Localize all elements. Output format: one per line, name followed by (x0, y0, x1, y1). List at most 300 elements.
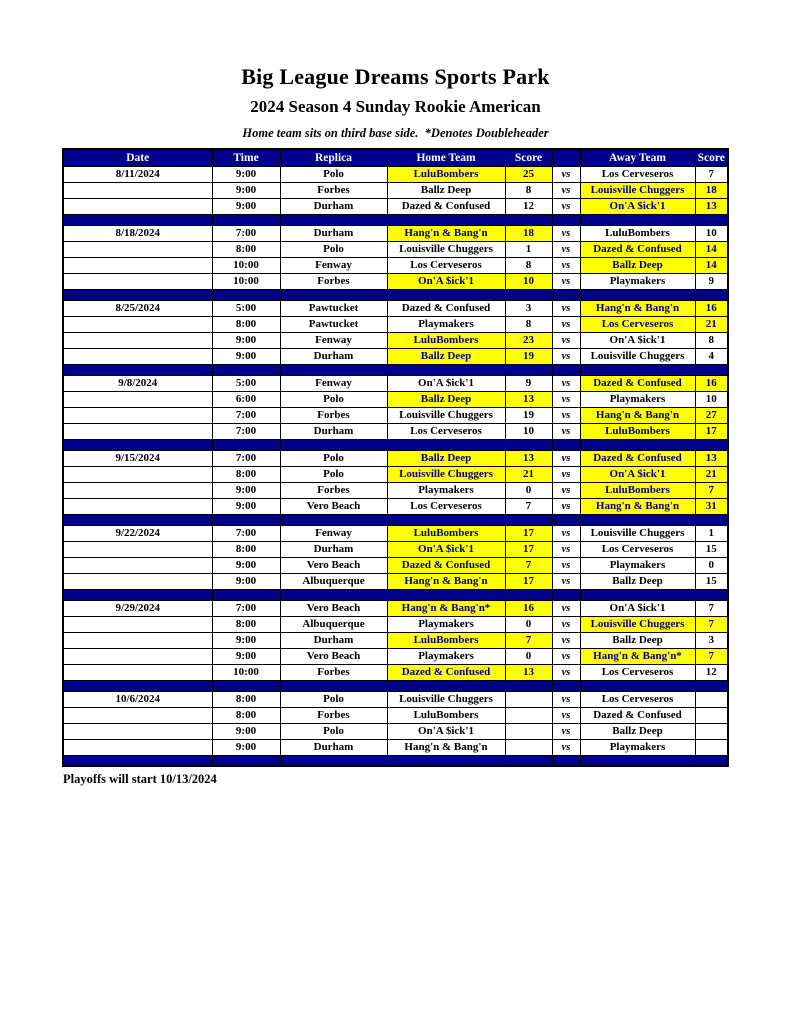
replica-cell: Polo (280, 241, 387, 257)
game-row (63, 198, 728, 214)
replica-cell: Polo (280, 391, 387, 407)
separator-row (63, 214, 728, 225)
time-cell: 9:00 (212, 739, 280, 755)
time-cell: 9:00 (212, 166, 280, 182)
date-cell (63, 648, 212, 664)
separator-row (63, 514, 728, 525)
away-team-cell: Los Cerveseros (580, 664, 695, 680)
separator-cell (63, 439, 212, 450)
replica-cell: Fenway (280, 257, 387, 273)
home-team-cell: Ballz Deep (387, 182, 505, 198)
separator-cell (505, 514, 552, 525)
separator-cell (63, 289, 212, 300)
separator-cell (212, 214, 280, 225)
home-team-cell: Louisville Chuggers (387, 241, 505, 257)
replica-cell: Durham (280, 739, 387, 755)
replica-cell: Vero Beach (280, 498, 387, 514)
time-cell: 10:00 (212, 664, 280, 680)
separator-cell (505, 439, 552, 450)
header-row (63, 149, 728, 166)
replica-cell: Pawtucket (280, 300, 387, 316)
away-score-cell: 21 (695, 316, 728, 332)
replica-cell: Forbes (280, 407, 387, 423)
away-team-cell: Ballz Deep (580, 573, 695, 589)
vs-cell: vs (552, 739, 580, 755)
time-cell: 7:00 (212, 225, 280, 241)
replica-cell: Polo (280, 466, 387, 482)
home-team-cell: Louisville Chuggers (387, 466, 505, 482)
separator-cell (212, 589, 280, 600)
date-cell (63, 632, 212, 648)
home-score-cell: 3 (505, 300, 552, 316)
vs-cell: vs (552, 182, 580, 198)
date-cell (63, 498, 212, 514)
date-cell (63, 466, 212, 482)
vs-cell: vs (552, 332, 580, 348)
time-cell: 5:00 (212, 375, 280, 391)
replica-cell: Durham (280, 423, 387, 439)
home-team-cell: Hang'n & Bang'n (387, 573, 505, 589)
home-score-cell: 12 (505, 198, 552, 214)
vs-cell: vs (552, 723, 580, 739)
schedule-body (63, 166, 728, 766)
replica-cell: Vero Beach (280, 648, 387, 664)
away-team-cell: Hang'n & Bang'n* (580, 648, 695, 664)
separator-row (63, 439, 728, 450)
separator-cell (212, 514, 280, 525)
away-team-cell: Playmakers (580, 391, 695, 407)
replica-cell: Durham (280, 348, 387, 364)
home-team-cell: Hang'n & Bang'n (387, 225, 505, 241)
date-cell (63, 407, 212, 423)
away-team-cell: Ballz Deep (580, 257, 695, 273)
replica-cell: Forbes (280, 273, 387, 289)
separator-row (63, 755, 728, 766)
separator-cell (552, 214, 580, 225)
separator-cell (387, 755, 505, 766)
separator-cell (505, 214, 552, 225)
game-row (63, 450, 728, 466)
time-cell: 8:00 (212, 466, 280, 482)
away-score-cell: 12 (695, 664, 728, 680)
separator-cell (63, 589, 212, 600)
home-score-cell: 8 (505, 316, 552, 332)
away-score-cell: 7 (695, 600, 728, 616)
time-cell: 9:00 (212, 182, 280, 198)
time-cell: 8:00 (212, 691, 280, 707)
replica-cell: Vero Beach (280, 600, 387, 616)
time-cell: 9:00 (212, 498, 280, 514)
game-row (63, 423, 728, 439)
separator-cell (580, 289, 695, 300)
vs-cell: vs (552, 664, 580, 680)
time-cell: 9:00 (212, 482, 280, 498)
note-line: Home team sits on third base side. *Denotes Doubleheader (242, 126, 549, 140)
away-team-cell: On'A $ick'1 (580, 600, 695, 616)
date-cell: 8/25/2024 (63, 300, 212, 316)
away-score-cell: 3 (695, 632, 728, 648)
home-score-cell (505, 723, 552, 739)
time-cell: 7:00 (212, 423, 280, 439)
home-score-cell: 7 (505, 498, 552, 514)
home-score-cell: 17 (505, 525, 552, 541)
separator-cell (580, 680, 695, 691)
vs-cell: vs (552, 498, 580, 514)
separator-cell (212, 439, 280, 450)
time-cell: 9:00 (212, 198, 280, 214)
game-row (63, 225, 728, 241)
separator-cell (63, 755, 212, 766)
game-row (63, 166, 728, 182)
separator-cell (280, 514, 387, 525)
vs-cell: vs (552, 482, 580, 498)
replica-cell: Pawtucket (280, 316, 387, 332)
home-score-cell: 19 (505, 407, 552, 423)
separator-row (63, 680, 728, 691)
separator-cell (695, 439, 728, 450)
vs-cell: vs (552, 300, 580, 316)
date-cell (63, 198, 212, 214)
separator-cell (63, 364, 212, 375)
time-cell: 7:00 (212, 525, 280, 541)
away-score-cell: 7 (695, 482, 728, 498)
separator-cell (63, 514, 212, 525)
away-team-cell: Los Cerveseros (580, 541, 695, 557)
separator-row (63, 589, 728, 600)
replica-cell: Forbes (280, 664, 387, 680)
time-cell: 8:00 (212, 541, 280, 557)
date-cell (63, 616, 212, 632)
home-team-cell: Ballz Deep (387, 348, 505, 364)
separator-cell (695, 214, 728, 225)
home-score-cell: 0 (505, 648, 552, 664)
vs-cell: vs (552, 225, 580, 241)
separator-cell (552, 680, 580, 691)
home-team-cell: Dazed & Confused (387, 198, 505, 214)
away-team-cell: Playmakers (580, 739, 695, 755)
separator-cell (212, 680, 280, 691)
away-team-cell: On'A $ick'1 (580, 198, 695, 214)
game-row (63, 541, 728, 557)
home-team-cell: Playmakers (387, 316, 505, 332)
vs-cell: vs (552, 273, 580, 289)
home-score-cell: 17 (505, 573, 552, 589)
date-cell: 8/18/2024 (63, 225, 212, 241)
separator-cell (505, 289, 552, 300)
page-title: Big League Dreams Sports Park (241, 64, 550, 89)
game-row (63, 723, 728, 739)
home-team-cell: LuluBombers (387, 525, 505, 541)
separator-cell (580, 439, 695, 450)
table-header (63, 149, 728, 166)
away-team-cell: Louisville Chuggers (580, 616, 695, 632)
home-team-cell: Los Cerveseros (387, 498, 505, 514)
time-cell: 8:00 (212, 616, 280, 632)
separator-cell (580, 589, 695, 600)
time-cell: 9:00 (212, 573, 280, 589)
vs-cell: vs (552, 600, 580, 616)
vs-cell: vs (552, 632, 580, 648)
separator-cell (63, 214, 212, 225)
vs-cell: vs (552, 616, 580, 632)
game-row (63, 707, 728, 723)
separator-cell (695, 680, 728, 691)
away-score-cell: 27 (695, 407, 728, 423)
game-row (63, 525, 728, 541)
header-replica: Replica (280, 149, 387, 166)
time-cell: 9:00 (212, 557, 280, 573)
replica-cell: Fenway (280, 332, 387, 348)
away-score-cell: 1 (695, 525, 728, 541)
date-cell (63, 241, 212, 257)
away-team-cell: On'A $ick'1 (580, 332, 695, 348)
separator-cell (212, 289, 280, 300)
home-team-cell: LuluBombers (387, 332, 505, 348)
home-team-cell: LuluBombers (387, 707, 505, 723)
home-score-cell: 10 (505, 273, 552, 289)
header-home-team: Home Team (387, 149, 505, 166)
game-row (63, 648, 728, 664)
home-score-cell: 17 (505, 541, 552, 557)
away-score-cell: 31 (695, 498, 728, 514)
date-cell: 9/22/2024 (63, 525, 212, 541)
away-team-cell: LuluBombers (580, 423, 695, 439)
separator-cell (580, 514, 695, 525)
separator-cell (580, 364, 695, 375)
away-score-cell: 18 (695, 182, 728, 198)
replica-cell: Fenway (280, 525, 387, 541)
away-score-cell: 15 (695, 573, 728, 589)
home-team-cell: Hang'n & Bang'n (387, 739, 505, 755)
home-team-cell: Los Cerveseros (387, 257, 505, 273)
date-cell (63, 348, 212, 364)
game-row (63, 273, 728, 289)
away-team-cell: Louisville Chuggers (580, 525, 695, 541)
vs-cell: vs (552, 375, 580, 391)
game-row (63, 300, 728, 316)
home-team-cell: Playmakers (387, 482, 505, 498)
away-score-cell: 8 (695, 332, 728, 348)
vs-cell: vs (552, 573, 580, 589)
separator-row (63, 289, 728, 300)
home-score-cell: 13 (505, 391, 552, 407)
time-cell: 7:00 (212, 450, 280, 466)
separator-cell (280, 364, 387, 375)
date-cell (63, 182, 212, 198)
away-team-cell: Dazed & Confused (580, 375, 695, 391)
home-team-cell: Dazed & Confused (387, 557, 505, 573)
separator-cell (552, 514, 580, 525)
home-team-cell: Playmakers (387, 616, 505, 632)
away-score-cell: 13 (695, 450, 728, 466)
date-cell (63, 707, 212, 723)
game-row (63, 632, 728, 648)
separator-cell (280, 589, 387, 600)
home-team-cell: Louisville Chuggers (387, 407, 505, 423)
separator-cell (505, 364, 552, 375)
vs-cell: vs (552, 691, 580, 707)
replica-cell: Forbes (280, 482, 387, 498)
home-score-cell: 23 (505, 332, 552, 348)
separator-cell (280, 289, 387, 300)
playoffs-note: Playoffs will start 10/13/2024 (63, 772, 217, 786)
time-cell: 9:00 (212, 332, 280, 348)
game-row (63, 348, 728, 364)
home-team-cell: Ballz Deep (387, 450, 505, 466)
replica-cell: Durham (280, 541, 387, 557)
time-cell: 9:00 (212, 348, 280, 364)
vs-cell: vs (552, 166, 580, 182)
date-cell (63, 273, 212, 289)
replica-cell: Polo (280, 166, 387, 182)
away-team-cell: Hang'n & Bang'n (580, 498, 695, 514)
date-cell (63, 316, 212, 332)
date-cell: 10/6/2024 (63, 691, 212, 707)
home-score-cell: 10 (505, 423, 552, 439)
replica-cell: Albuquerque (280, 573, 387, 589)
away-score-cell: 7 (695, 616, 728, 632)
vs-cell: vs (552, 707, 580, 723)
vs-cell: vs (552, 557, 580, 573)
home-score-cell: 18 (505, 225, 552, 241)
game-row (63, 573, 728, 589)
away-score-cell (695, 707, 728, 723)
home-score-cell: 0 (505, 616, 552, 632)
home-team-cell: On'A $ick'1 (387, 541, 505, 557)
time-cell: 7:00 (212, 600, 280, 616)
separator-cell (695, 364, 728, 375)
separator-cell (695, 589, 728, 600)
vs-cell: vs (552, 241, 580, 257)
away-team-cell: Los Cerveseros (580, 691, 695, 707)
game-row (63, 664, 728, 680)
separator-cell (387, 439, 505, 450)
home-team-cell: On'A $ick'1 (387, 723, 505, 739)
away-score-cell: 16 (695, 375, 728, 391)
away-score-cell: 15 (695, 541, 728, 557)
vs-cell: vs (552, 257, 580, 273)
replica-cell: Durham (280, 632, 387, 648)
home-score-cell: 7 (505, 632, 552, 648)
vs-cell: vs (552, 525, 580, 541)
replica-cell: Durham (280, 225, 387, 241)
vs-cell: vs (552, 450, 580, 466)
separator-cell (695, 289, 728, 300)
away-team-cell: Dazed & Confused (580, 450, 695, 466)
time-cell: 9:00 (212, 632, 280, 648)
time-cell: 8:00 (212, 316, 280, 332)
away-score-cell: 13 (695, 198, 728, 214)
home-score-cell: 1 (505, 241, 552, 257)
away-score-cell: 0 (695, 557, 728, 573)
season-subtitle: 2024 Season 4 Sunday Rookie American (250, 97, 541, 116)
home-score-cell: 13 (505, 450, 552, 466)
away-score-cell (695, 691, 728, 707)
game-row (63, 557, 728, 573)
game-row (63, 391, 728, 407)
separator-cell (387, 680, 505, 691)
replica-cell: Albuquerque (280, 616, 387, 632)
time-cell: 8:00 (212, 707, 280, 723)
date-cell (63, 423, 212, 439)
date-cell (63, 257, 212, 273)
home-team-cell: LuluBombers (387, 166, 505, 182)
header-date: Date (63, 149, 212, 166)
away-score-cell: 17 (695, 423, 728, 439)
replica-cell: Fenway (280, 375, 387, 391)
date-cell (63, 391, 212, 407)
away-score-cell: 10 (695, 391, 728, 407)
home-score-cell: 9 (505, 375, 552, 391)
replica-cell: Vero Beach (280, 557, 387, 573)
separator-cell (505, 755, 552, 766)
header-away-team: Away Team (580, 149, 695, 166)
game-row (63, 332, 728, 348)
home-team-cell: On'A $ick'1 (387, 375, 505, 391)
home-score-cell (505, 739, 552, 755)
away-team-cell: Hang'n & Bang'n (580, 300, 695, 316)
game-row (63, 182, 728, 198)
game-row (63, 600, 728, 616)
home-score-cell: 21 (505, 466, 552, 482)
away-score-cell: 10 (695, 225, 728, 241)
separator-cell (280, 680, 387, 691)
away-score-cell: 21 (695, 466, 728, 482)
game-row (63, 739, 728, 755)
separator-cell (695, 514, 728, 525)
date-cell (63, 541, 212, 557)
away-team-cell: Los Cerveseros (580, 166, 695, 182)
home-score-cell (505, 691, 552, 707)
header-away-score: Score (695, 149, 728, 166)
separator-cell (580, 755, 695, 766)
home-score-cell: 8 (505, 257, 552, 273)
vs-cell: vs (552, 648, 580, 664)
separator-cell (552, 589, 580, 600)
home-team-cell: On'A $ick'1 (387, 273, 505, 289)
separator-cell (280, 439, 387, 450)
game-row (63, 616, 728, 632)
game-row (63, 241, 728, 257)
home-score-cell: 0 (505, 482, 552, 498)
replica-cell: Polo (280, 450, 387, 466)
game-row (63, 466, 728, 482)
date-cell (63, 664, 212, 680)
time-cell: 7:00 (212, 407, 280, 423)
time-cell: 9:00 (212, 648, 280, 664)
home-team-cell: Dazed & Confused (387, 300, 505, 316)
home-score-cell (505, 707, 552, 723)
away-team-cell: LuluBombers (580, 225, 695, 241)
header-vs-spacer (552, 149, 580, 166)
separator-cell (280, 755, 387, 766)
away-team-cell: LuluBombers (580, 482, 695, 498)
away-team-cell: Louisville Chuggers (580, 182, 695, 198)
game-row (63, 257, 728, 273)
away-team-cell: Los Cerveseros (580, 316, 695, 332)
vs-cell: vs (552, 391, 580, 407)
away-team-cell: Louisville Chuggers (580, 348, 695, 364)
game-row (63, 407, 728, 423)
separator-cell (505, 589, 552, 600)
time-cell: 8:00 (212, 241, 280, 257)
away-score-cell: 14 (695, 257, 728, 273)
vs-cell: vs (552, 466, 580, 482)
vs-cell: vs (552, 541, 580, 557)
away-team-cell: Playmakers (580, 557, 695, 573)
game-row (63, 482, 728, 498)
date-cell: 9/8/2024 (63, 375, 212, 391)
